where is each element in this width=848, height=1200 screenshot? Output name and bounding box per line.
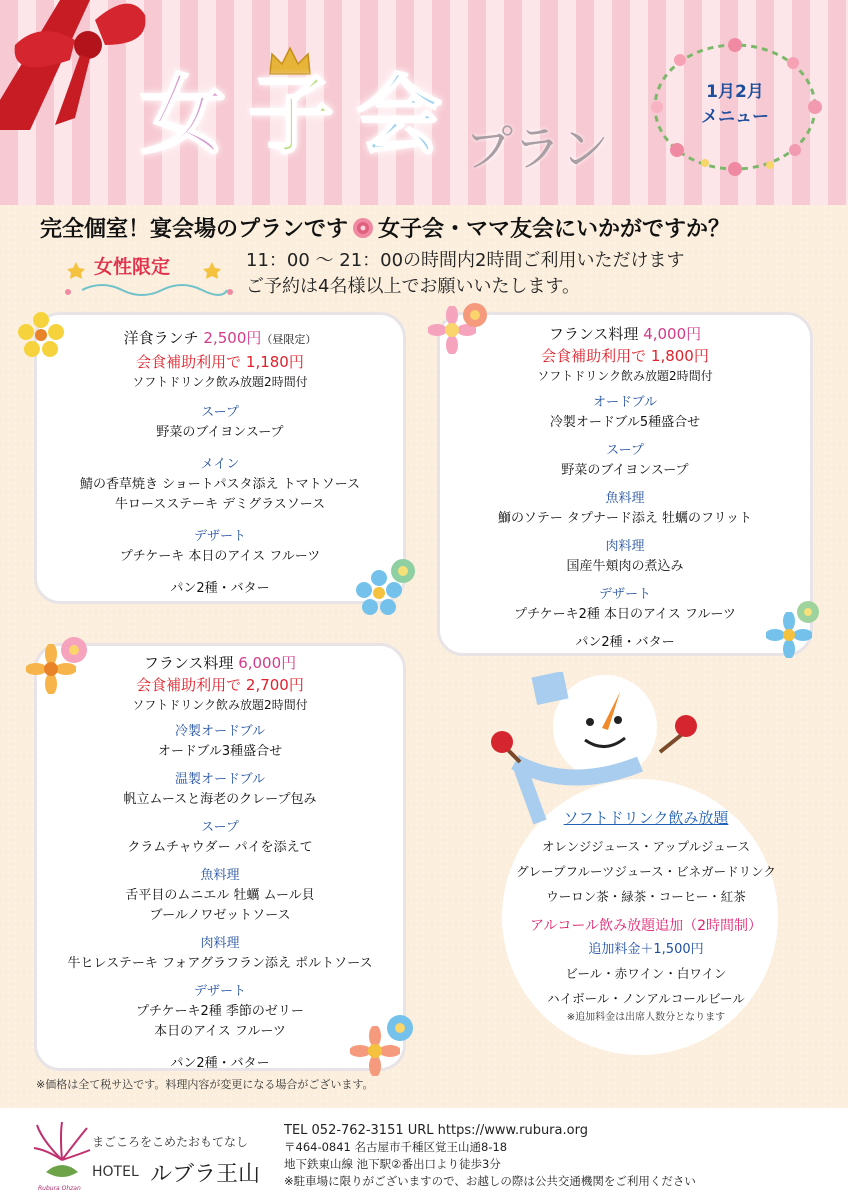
course-item: 鯖の香草焼き ショートパスタ添え トマトソース <box>79 477 361 492</box>
plan-price-note: （昼限定） <box>261 333 317 346</box>
course-item: 国産牛頬肉の煮込み <box>566 559 684 574</box>
course-item: ブールノワゼットソース <box>149 908 291 923</box>
small-green-flower-icon <box>390 558 416 584</box>
course-item: 鰤のソテー タプナード添え 牡蠣のフリット <box>498 511 752 526</box>
course-item: 野菜のブイヨンスープ <box>156 425 284 440</box>
course-section-title: 温製オードブル <box>174 772 266 787</box>
ribbon-bow-icon <box>0 0 150 130</box>
title-char-1: 女 <box>140 66 226 166</box>
course-item: クラムチャウダー パイを添えて <box>127 840 313 855</box>
course-section-title: 魚料理 <box>200 868 240 883</box>
small-pink-flower-icon <box>60 636 88 664</box>
small-blue-flower-icon <box>386 1014 414 1042</box>
bread-item: パン2種・バター <box>170 581 270 596</box>
course-item: 冷製オードブル5種盛合せ <box>549 415 701 430</box>
logo-caption: Rubura Ohzan <box>38 1185 81 1192</box>
course-section-title: デザート <box>193 529 246 544</box>
bread-item: パン2種・バター <box>575 635 675 650</box>
plan-price: 2,500円 <box>203 329 262 347</box>
price-footnote: ※価格は全て税サ込です。料理内容が変更になる場合がございます。 <box>36 1078 374 1091</box>
drink-item: グレープフルーツジュース・ビネガードリンク <box>516 864 776 879</box>
small-pink-flower-icon <box>462 302 488 328</box>
course-section-title: スープ <box>606 443 644 458</box>
address-line: 〒464-0841 名古屋市千種区覚王山通8-18 <box>284 1140 508 1154</box>
course-item: 牛ヒレステーキ フォアグラフラン添え ポルトソース <box>67 956 373 971</box>
plan-free-drink: ソフトドリンク飲み放題2時間付 <box>132 698 308 712</box>
course-item: 牛ロースステーキ デミグラスソース <box>114 497 326 512</box>
bread-item: パン2種・バター <box>170 1056 270 1071</box>
course-item: 本日のアイス フルーツ <box>154 1024 286 1039</box>
plan-title: フランス料理 6,000円 <box>143 654 297 672</box>
drink-item: ウーロン茶・緑茶・コーヒー・紅茶 <box>546 889 746 904</box>
plan-free-drink: ソフトドリンク飲み放題2時間付 <box>132 375 308 389</box>
access-line: 地下鉄東山線 池下駅②番出口より徒歩3分 <box>284 1157 501 1171</box>
plan-free-drink: ソフトドリンク飲み放題2時間付 <box>537 369 713 383</box>
hotel-logo-icon <box>32 1120 92 1190</box>
plan-card-french-6000 <box>34 643 406 1071</box>
course-item: プチケーキ2種 季節のゼリー <box>136 1004 304 1019</box>
alcohol-title: アルコール飲み放題追加（2時間制） <box>529 918 763 934</box>
title-char-3: 会 <box>356 66 442 166</box>
hotel-tagline: まごころをこめたおもてなし <box>92 1135 249 1149</box>
course-section-title: スープ <box>201 820 239 835</box>
course-section-title: 冷製オードブル <box>174 724 266 739</box>
course-item: プチケーキ2種 本日のアイス フルーツ <box>514 607 736 622</box>
women-only-label: 女性限定 <box>94 256 171 278</box>
course-item: オードブル3種盛合せ <box>157 744 283 759</box>
course-item: プチケーキ 本日のアイス フルーツ <box>119 549 321 564</box>
parking-note: ※駐車場に限りがございますので、お越しの際は公共交通機関をご利用ください <box>284 1174 696 1188</box>
course-item: 帆立ムースと海老のクレープ包み <box>123 792 317 807</box>
menu-month-badge: 1月2月 メニュー <box>701 82 769 127</box>
alcohol-item: ビール・赤ワイン・白ワイン <box>565 966 727 981</box>
course-section-title: デザート <box>598 587 651 602</box>
small-green-flower-icon <box>796 600 820 624</box>
contact-info <box>284 1122 696 1190</box>
drink-menu <box>496 808 796 1025</box>
plan-subsidy-price: 会食補助利用で 1,800円 <box>541 347 709 365</box>
title-char-2: 子 <box>248 66 334 166</box>
title-sub: プラン <box>465 121 610 177</box>
plan-subsidy-price: 会食補助利用で 1,180円 <box>136 353 304 371</box>
alcohol-item: ハイボール・ノンアルコールビール <box>547 991 745 1006</box>
course-section-title: 魚料理 <box>605 491 645 506</box>
usage-notice: 11：00 ～ 21：00の時間内2時間ご利用いただけます ご予約は4名様以上でお願いいたします。 <box>246 250 685 297</box>
course-section-title: 肉料理 <box>605 539 645 554</box>
course-section-title: メイン <box>200 457 240 472</box>
course-item: 舌平目のムニエル 牡蠣 ムール貝 <box>125 888 315 903</box>
alcohol-note: ※追加料金は出席人数分となります <box>566 1012 726 1023</box>
plan-card-lunch <box>34 312 406 604</box>
plan-subsidy-price: 会食補助利用で 2,700円 <box>136 676 304 694</box>
alcohol-price: 追加料金＋1,500円 <box>588 942 704 957</box>
headline: 完全個室！宴会場のプランです 女子会・ママ友会にいかがですか？ <box>40 217 731 242</box>
hotel-name: ルブラ王山 <box>150 1162 261 1187</box>
soft-drink-title: ソフトドリンク飲み放題 <box>563 809 729 827</box>
plan-title: フランス料理 4,000円 <box>548 325 702 343</box>
plan-title: 洋食ランチ 2,500円（昼限定） <box>123 329 317 347</box>
plan-price: 6,000円 <box>238 654 297 672</box>
plan-card-french-4000 <box>437 312 813 656</box>
course-item: 野菜のブイヨンスープ <box>561 463 689 478</box>
tel-url-line[interactable]: TEL 052-762-3151 URL https://www.rubura.org <box>284 1123 588 1138</box>
course-section-title: オードブル <box>592 395 658 410</box>
drink-item: オレンジジュース・アップルジュース <box>541 839 751 854</box>
page-title <box>140 55 660 175</box>
yellow-flower-icon <box>18 312 64 358</box>
course-section-title: 肉料理 <box>200 936 240 951</box>
rose-icon <box>352 217 374 239</box>
plan-price: 4,000円 <box>643 325 702 343</box>
course-section-title: デザート <box>193 984 246 999</box>
course-section-title: スープ <box>201 405 239 420</box>
hotel-name-prefix: HOTEL <box>92 1164 139 1180</box>
